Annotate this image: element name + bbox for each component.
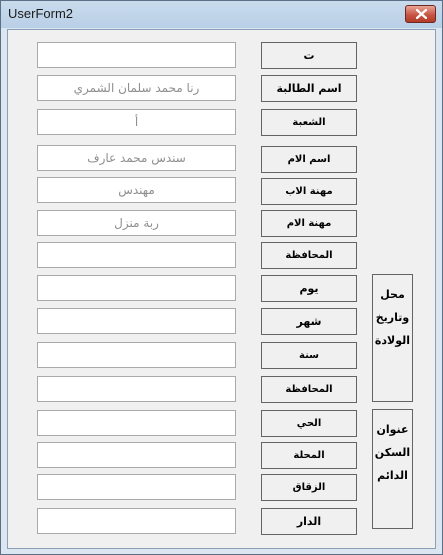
- serial-number-input[interactable]: [37, 42, 236, 68]
- close-button[interactable]: [405, 5, 436, 23]
- birth-group-line-3: الولادة: [374, 334, 411, 347]
- birth-governorate-input[interactable]: [37, 376, 236, 402]
- father-job-label: مهنة الاب: [261, 178, 357, 205]
- serial-number-label: ت: [261, 42, 357, 69]
- district-label: الحي: [261, 410, 357, 437]
- address-group-line-2: السكن: [374, 446, 411, 459]
- alley-label: الزقاق: [261, 474, 357, 501]
- father-job-input[interactable]: مهندس: [37, 177, 236, 203]
- house-label: الدار: [261, 508, 357, 535]
- address-group-line-3: الدائم: [377, 469, 408, 482]
- birth-year-label: سنة: [261, 342, 357, 369]
- birth-group-line-1: محل: [380, 288, 405, 301]
- mother-job-input[interactable]: ربة منزل: [37, 210, 236, 236]
- title-bar[interactable]: [1, 1, 442, 28]
- permanent-address-group: [372, 409, 413, 529]
- mother-name-label: اسم الام: [261, 146, 357, 173]
- quarter-label: المحلة: [261, 442, 357, 469]
- quarter-input[interactable]: [37, 442, 236, 468]
- birth-day-input[interactable]: [37, 275, 236, 301]
- birth-month-label: شهر: [261, 308, 357, 335]
- birth-group-line-2: وتاريخ: [375, 311, 410, 324]
- birth-place-date-group: [372, 274, 413, 402]
- district-input[interactable]: [37, 410, 236, 436]
- birth-governorate-label: المحافظة: [261, 376, 357, 403]
- section-input[interactable]: أ: [37, 109, 236, 135]
- governorate-label: المحافظة: [261, 242, 357, 269]
- section-label: الشعبة: [261, 109, 357, 136]
- birth-year-input[interactable]: [37, 342, 236, 368]
- house-input[interactable]: [37, 508, 236, 534]
- birth-day-label: يوم: [261, 275, 357, 302]
- mother-job-label: مهنة الام: [261, 210, 357, 237]
- address-group-line-1: عنوان: [376, 423, 409, 436]
- student-name-input[interactable]: رنا محمد سلمان الشمري: [37, 75, 236, 101]
- window-title: UserForm2: [8, 6, 74, 21]
- birth-month-input[interactable]: [37, 308, 236, 334]
- alley-input[interactable]: [37, 474, 236, 500]
- governorate-input[interactable]: [37, 242, 236, 268]
- close-icon: [416, 9, 427, 19]
- form-client-area: [7, 29, 436, 549]
- mother-name-input[interactable]: سندس محمد عارف: [37, 145, 236, 171]
- student-name-label: اسم الطالبة: [261, 75, 357, 102]
